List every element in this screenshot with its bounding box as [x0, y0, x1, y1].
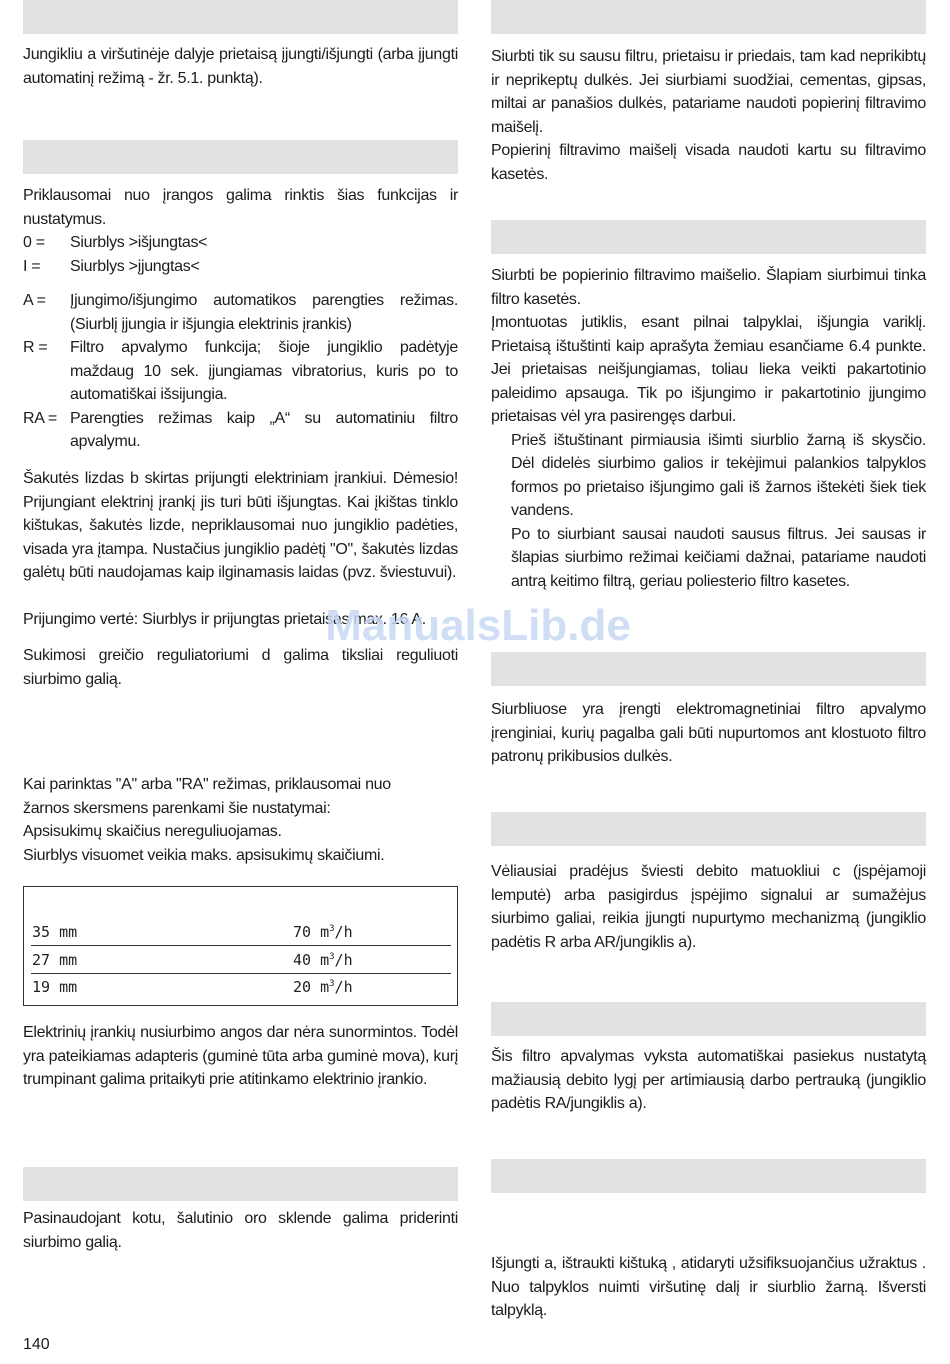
table-row: 27 mm 40 $m^3/h$ — [31, 947, 451, 974]
paragraph-dry: Siurbti tik su sausu filtru, prietaisu ir priedais, tam kad neprikibtų ir neprikeptų dulkės. Jei siurbiami suodžiai, cementas, gipsas, miltai ar panašios dulkės, patariame naudoti popierinį filtravimo maišelį. Popierinį filtravimo maišelį visada naudoti kartu su filtravimo kasetės. — [491, 48, 926, 183]
watermark-logo: ManualsLib.de — [325, 601, 631, 650]
paragraph-wet: Siurbti be popierinio filtravimo maišelio. Šlapiam siurbimui tinka filtro kasetės. Įmontuotas jutiklis, esant pilnai talpyklai, išjungia variklį. Prietaisą ištuštinti kaip aprašyta žemiau esančiame 6.4 punkte. Jei prietaisas neišjungiamas, toliau lieka veikti pakartotinio paleidimo apsauga. Tik po išjungimo ir pakartotinio įjungimo prietaisas vėl yra pasirengęs darbui. Prieš ištuštinant pirmiausia išimti siurblio žarną iš skysčio. Dėl didelės siurbimo galios ir tekėjimui palankios talpyklos formos po prietaiso išjungimo gali iš žarnos ištekėti šiek tiek vandens. Po to siurbiant sausai naudoti sausus filtrus. Jei sausas ir šlapias siurbimo režimai keičiami dažnai, patariame naudoti antrą keitimo filtrą, geriau poliesterio filtro kasetes. — [491, 264, 926, 593]
section-header-bar — [491, 812, 926, 846]
section-header-bar — [491, 1002, 926, 1036]
section-header-bar — [491, 0, 926, 34]
paragraph-empty: Išjungti a, ištraukti kištuką , atidaryti užsifiksuojančius užraktus . Nuo talpyklos nuimti viršutinę dalį ir siurblio žarną. Išversti talpyklą. — [491, 1255, 926, 1319]
paragraph-auto-settings: Kai parinktas "A" arba "RA" režimas, priklausomai nuo žarnos skersmens parenkami šie nustatymai: Apsisukimų skaičius nereguliuojamas. Siurblys visuomet veikia maks. apsisukimų skaičiumi. — [23, 776, 391, 864]
paragraph-socket: Šakutės lizdas b skirtas prijungti elektriniam įrankiui. Dėmesio! Prijungiant elektrinį įrankį jis turi būti išjungtas. Kai įkištas tinklo kištukas, šakutės lizde, nepriklausomai nuo jungiklio padėties, visada yra įtampa. Nustačius jungiklio padėtį "O", šakutės lizdas galėtų būti naudojamas kaip ilginamasis laidas (pvz. šviestuvui). — [23, 470, 458, 581]
functions-intro: Priklausomai nuo įrangos galima rinktis šias funkcijas ir nustatymus. — [23, 187, 458, 228]
section-header-bar — [491, 652, 926, 686]
mode-item: RA = Parengties režimas kaip „A“ su automatiniu filtro apvalymu. — [23, 409, 458, 450]
mode-item: 0 = Siurblys >išjungtas< — [23, 234, 208, 251]
mode-item: A = Įjungimo/išjungimo automatikos parengties režimas. (Siurblį įjungia ir išjungia elektrinis įrankis) — [23, 292, 458, 333]
airflow-table — [23, 886, 458, 1006]
paragraph-switch: Jungikliu a viršutinėje dalyje prietaisą įjungti/išjungti (arba įjungti automatinį režimą - žr. 5.1. punktą). — [23, 46, 458, 87]
section-header-bar — [491, 220, 926, 254]
table-row: 35 mm 70 $m^3/h$ — [31, 919, 451, 946]
page-number: 140 — [23, 1336, 50, 1353]
paragraph-manual-cleaning: Vėliausiai pradėjus šviesti debito matuokliui c (įspėjamoji lemputė) arba pasigirdus įspėjimo signalui ar sumažėjus siurbimo galiai, reikia įjungti nupurtymo mechanizmą (jungiklio padėtis R arba AR/jungiklis a). — [491, 863, 926, 951]
note-wet-2: Po to siurbiant sausai naudoti sausus filtrus. Jei sausas ir šlapias siurbimo režimai keičiami dažnai, patariame naudoti antrą keitimo filtrą, geriau poliesterio filtro kasetes. — [511, 525, 926, 590]
functions-list — [23, 184, 458, 454]
section-header-bar — [23, 140, 458, 174]
section-header-bar — [491, 1159, 926, 1193]
note-wet-1: Prieš ištuštinant pirmiausia išimti siurblio žarną iš skysčio. Dėl didelės siurbimo galios ir tekėjimui palankios talpyklos formos po prietaiso išjungimo gali iš žarnos ištekėti šiek tiek vandens. — [511, 431, 926, 519]
paragraph-auto-cleaning: Šis filtro apvalymas vyksta automatiškai pasiekus nustatytą mažiausią debito lygį per artimiausią darbo pertrauką (jungiklio padėtis RA/jungiklis a). — [491, 1048, 926, 1112]
paragraph-em-cleaning: Siurbliuose yra įrengti elektromagnetiniai filtro apvalymo įrenginiai, kurių pagalba gali būti nupurtomos ant klostuoto filtro patronų prikibusios dulkės. — [491, 701, 926, 765]
paragraph-adapter: Elektrinių įrankių nusiurbimo angos dar nėra sunormintos. Todėl yra pateikiamas adapteris (guminė tūta arba guminė mova), kurį trumpinant galima pritaikyti prie atitinkamo elektrinio įrankio. — [23, 1024, 458, 1088]
table-row: 19 mm 20 $m^3/h$ — [32, 978, 353, 996]
mode-item: I = Siurblys >įjungtas< — [23, 257, 200, 275]
mode-item: R = Filtro apvalymo funkcija; šioje jungiklio padėtyje maždaug 10 sek. įjungiamas vibratorius, kuris po to automatiškai išsijungia. — [23, 339, 458, 403]
section-header-bar — [23, 0, 458, 34]
paragraph-speed: Sukimosi greičio reguliatoriumi d galima tiksliai reguliuoti siurbimo galią. — [23, 647, 458, 688]
paragraph-connection: Prijungimo vertė: Siurblys ir prijungtas prietaisas max. 16 A. — [23, 611, 426, 628]
paragraph-bypass: Pasinaudojant kotu, šalutinio oro sklende galima priderinti siurbimo galią. — [23, 1210, 458, 1251]
section-header-bar — [23, 1167, 458, 1201]
